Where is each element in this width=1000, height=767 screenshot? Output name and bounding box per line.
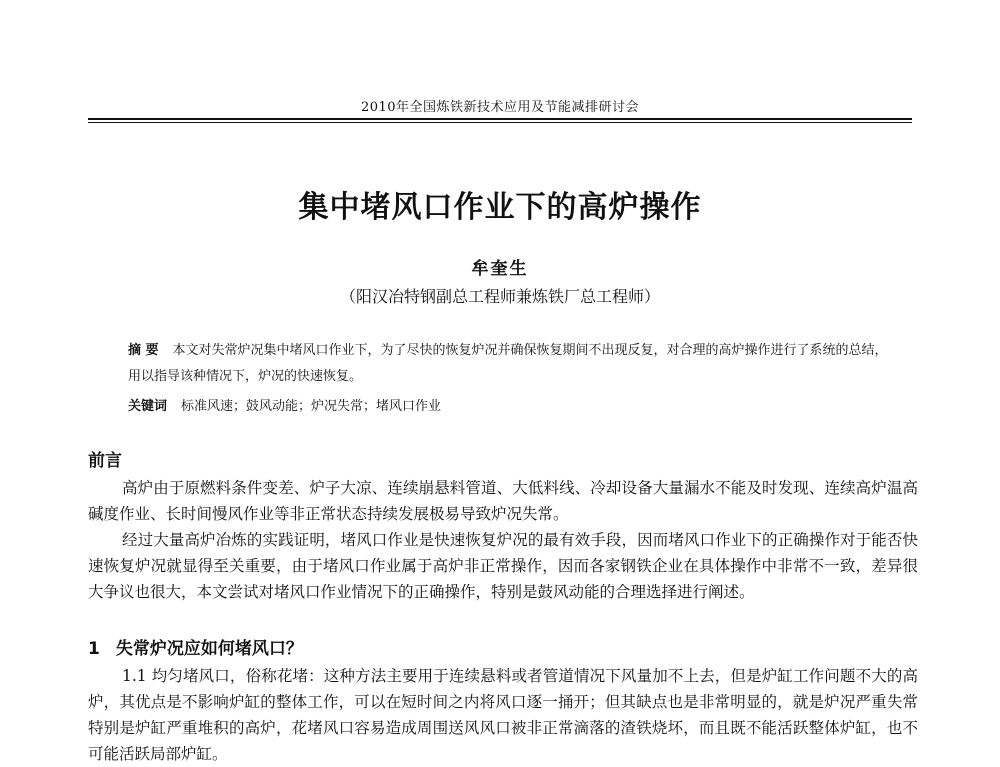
paper-title: 集中堵风口作业下的高炉操作 xyxy=(298,190,702,225)
body-paragraph: 经过大量高炉冶炼的实践证明，堵风口作业是快速恢复炉况的最有效手段，因而堵风口作业下的正确操作对于能否快速恢复炉况就显得至关重要，由于堵风口作业属于高炉非正常操作，因而各家钢铁企业在具体操作中非常不一致，差异很大争议也很大，本文尝试对堵风口作业情况下的正确操作，特别是鼓风动能的合理选择进行阐述。 xyxy=(88,531,918,601)
author-affiliation: （阳汉冶特钢副总工程师兼炼铁厂总工程师） xyxy=(339,287,660,306)
abstract xyxy=(128,338,888,390)
keywords-label: 关键词 xyxy=(128,399,168,414)
abstract-label: 摘 要 xyxy=(128,343,159,358)
abstract-text: 本文对失常炉况集中堵风口作业下，为了尽快的恢复炉况并确保恢复期间不出现反复，对合理的高炉操作进行了系统的总结，用以指导该种情况下，炉况的快速恢复。 xyxy=(128,343,888,384)
body-paragraph: 1.1 均匀堵风口，俗称花堵：这种方法主要用于连续悬料或者管道情况下风量加不上去，但是炉缸工作问题不大的高炉，其优点是不影响炉缸的整体工作，可以在短时间之内将风口逐一捅开；但其缺点也是非常明显的，就是炉况严重失常特别是炉缸严重堆积的高炉，花堵风口容易造成周围送风风口被非正常滴落的渣铁烧坏，而且既不能活跃整体炉缸，也不可能活跃局部炉缸。 xyxy=(88,667,918,763)
keywords-text: 标准风速；鼓风动能；炉况失常；堵风口作业 xyxy=(181,399,442,414)
running-header: 2010年全国炼铁新技术应用及节能减排研讨会 xyxy=(360,100,640,115)
header-rule-thin xyxy=(88,122,912,123)
section-heading-preface: 前言 xyxy=(88,451,122,471)
section-number: 1 xyxy=(88,639,100,659)
section-title: 失常炉况应如何堵风口？ xyxy=(115,639,303,659)
author-name: 牟奎生 xyxy=(471,259,529,279)
section-heading-1 xyxy=(88,634,303,659)
keywords xyxy=(128,394,888,420)
header-rule xyxy=(88,118,912,120)
body-paragraph: 高炉由于原燃料条件变差、炉子大凉、连续崩悬料管道、大低料线、冷却设备大量漏水不能及时发现、连续高炉温高碱度作业、长时间慢风作业等非正常状态持续发展极易导致炉况失常。 xyxy=(88,479,918,523)
